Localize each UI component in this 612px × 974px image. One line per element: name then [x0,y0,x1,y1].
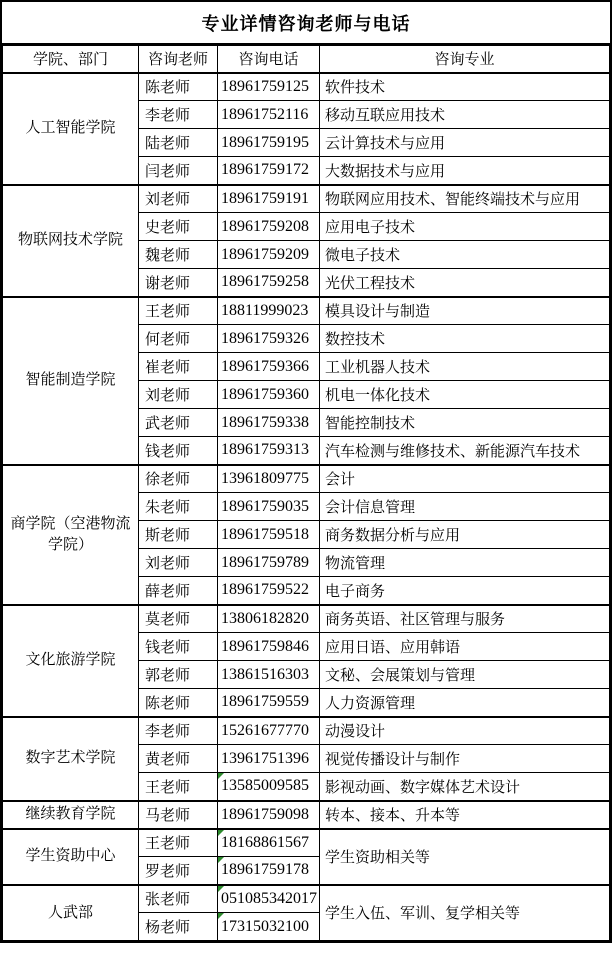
teacher-cell [139,577,218,605]
phone-cell-text: 18961759518 [221,525,309,543]
major-cell-text: 影视动画、数字媒体艺术设计 [325,779,521,796]
phone-cell [218,801,320,829]
phone-cell [218,269,320,297]
teacher-cell-text: 罗老师 [145,863,191,880]
teacher-cell [139,73,218,101]
major-cell-text: 人力资源管理 [325,695,416,712]
header-major [320,46,610,73]
major-cell-text: 模具设计与制造 [325,304,431,321]
department-cell [3,885,139,941]
phone-cell [218,325,320,353]
phone-cell-text: 18961759125 [221,77,309,95]
teacher-cell [139,689,218,717]
teacher-cell-text: 谢老师 [145,275,191,292]
phone-cell-text: 18961752116 [221,105,309,123]
phone-cell-text: 18961759098 [221,805,309,823]
major-cell-text: 智能控制技术 [325,416,416,432]
phone-cell [218,493,320,521]
table-row [3,801,610,829]
major-cell [320,605,610,633]
phone-cell [218,185,320,213]
phone-cell [218,717,320,745]
teacher-cell-text: 史老师 [145,220,191,236]
phone-cell [218,73,320,101]
phone-cell-text: 18961759035 [221,497,309,515]
teacher-cell-text: 薛老师 [145,583,191,600]
header-teacher-text: 咨询老师 [147,52,208,69]
major-cell [320,829,610,885]
teacher-cell-text: 陈老师 [145,695,191,712]
major-cell-text: 动漫设计 [325,724,386,741]
major-cell-text: 商务英语、社区管理与服务 [325,612,506,629]
department-cell-text: 物联网技术学院 [17,232,123,249]
teacher-cell-text: 王老师 [145,836,191,853]
teacher-cell [139,885,218,913]
major-cell [320,269,610,297]
major-cell-text: 微电子技术 [325,248,401,264]
phone-cell [218,521,320,549]
major-cell [320,297,610,325]
teacher-cell [139,773,218,801]
teacher-cell [139,633,218,661]
department-cell [3,605,139,717]
phone-cell [218,577,320,605]
teacher-cell [139,521,218,549]
major-cell [320,885,610,941]
phone-cell [218,549,320,577]
phone-cell-text: 18811999023 [221,301,309,319]
text-format-flag-icon [218,886,224,892]
phone-cell-text: 13961809775 [221,469,309,487]
major-cell-text: 移动互联应用技术 [325,108,446,124]
major-cell-text: 数控技术 [325,332,386,348]
teacher-cell [139,269,218,297]
department-cell-text: 智能制造学院 [25,372,116,389]
phone-cell [218,745,320,773]
major-cell [320,437,610,465]
text-format-flag-icon [218,857,224,863]
department-cell-text: 人武部 [47,904,93,921]
header-phone [218,46,320,73]
phone-cell [218,101,320,129]
major-cell-text: 云计算技术与应用 [325,136,446,152]
teacher-cell-text: 李老师 [145,108,191,124]
teacher-cell-text: 刘老师 [145,388,191,404]
table-row [3,185,610,213]
table-row [3,885,610,913]
header-teacher [139,46,218,73]
major-cell [320,185,610,213]
teacher-cell [139,717,218,745]
phone-cell [218,465,320,493]
teacher-cell [139,661,218,689]
text-format-flag-icon [218,830,224,836]
teacher-cell [139,297,218,325]
teacher-cell-text: 王老师 [145,304,191,321]
phone-cell [218,661,320,689]
consult-table [2,45,610,941]
phone-cell-text: 051085342017 [221,889,317,907]
teacher-cell-text: 闫老师 [145,163,191,180]
teacher-cell [139,381,218,409]
major-cell [320,381,610,409]
department-cell [3,717,139,801]
teacher-cell [139,409,218,437]
teacher-cell-text: 武老师 [145,416,191,432]
major-cell [320,493,610,521]
major-cell-text: 应用电子技术 [325,220,416,236]
phone-cell [218,633,320,661]
major-cell [320,101,610,129]
teacher-cell-text: 崔老师 [145,360,191,376]
phone-cell [218,297,320,325]
major-cell-text: 会计信息管理 [325,500,416,516]
major-cell [320,157,610,185]
phone-cell-text: 18961759178 [221,861,309,879]
phone-cell [218,829,320,857]
teacher-cell-text: 陆老师 [145,136,191,152]
phone-cell [218,437,320,465]
phone-cell [218,241,320,269]
teacher-cell [139,185,218,213]
major-cell [320,73,610,101]
table-row [3,73,610,101]
phone-cell-text: 18961759559 [221,693,309,711]
table-row [3,717,610,745]
phone-cell-text: 18961759191 [221,189,309,207]
phone-cell-text: 18961759846 [221,637,309,655]
header-department-text: 学院、部门 [32,52,108,69]
teacher-cell [139,801,218,829]
teacher-cell [139,129,218,157]
major-cell-text: 学生入伍、军训、复学相关等 [325,906,521,923]
department-cell [3,829,139,885]
teacher-cell-text: 刘老师 [145,192,191,209]
major-cell-text: 机电一体化技术 [325,388,431,404]
department-cell-text: 学生资助中心 [25,848,116,865]
major-cell-text: 物联网应用技术、智能终端技术与应用 [325,192,581,209]
major-cell [320,773,610,801]
major-cell [320,129,610,157]
phone-cell-text: 18961759360 [221,385,309,403]
phone-cell [218,129,320,157]
major-cell-text: 汽车检测与维修技术、新能源汽车技术 [325,443,581,460]
department-cell [3,801,139,829]
teacher-cell [139,101,218,129]
teacher-cell [139,437,218,465]
teacher-cell-text: 斯老师 [145,528,191,544]
phone-cell [218,857,320,885]
phone-cell-text: 13806182820 [221,609,309,627]
phone-cell-text: 18961759208 [221,217,309,235]
major-cell-text: 会计 [325,472,356,489]
phone-cell-text: 18168861567 [221,833,309,851]
phone-cell [218,213,320,241]
teacher-cell-text: 魏老师 [145,248,191,264]
phone-cell-text: 13961751396 [221,749,309,767]
teacher-cell [139,605,218,633]
major-cell [320,241,610,269]
teacher-cell-text: 朱老师 [145,500,191,516]
department-cell [3,297,139,465]
teacher-cell-text: 郭老师 [145,668,191,684]
phone-cell-text: 18961759209 [221,245,309,263]
major-cell [320,325,610,353]
teacher-cell [139,913,218,941]
major-cell [320,745,610,773]
major-cell [320,577,610,605]
department-cell-text: 文化旅游学院 [25,652,116,669]
major-cell-text: 工业机器人技术 [325,360,431,376]
major-cell [320,465,610,493]
major-cell-text: 电子商务 [325,583,386,600]
phone-cell [218,605,320,633]
header-department [3,46,139,73]
major-cell [320,801,610,829]
phone-cell [218,689,320,717]
major-cell [320,213,610,241]
phone-cell [218,913,320,941]
phone-cell-text: 18961759313 [221,441,309,459]
phone-cell-text: 15261677770 [221,721,309,739]
teacher-cell [139,857,218,885]
phone-cell-text: 18961759258 [221,273,309,291]
teacher-cell-text: 徐老师 [145,472,191,489]
teacher-cell [139,325,218,353]
teacher-cell [139,745,218,773]
table-row [3,465,610,493]
header-major-text: 咨询专业 [434,52,495,69]
major-cell-text: 转本、接本、升本等 [325,808,461,824]
teacher-cell-text: 钱老师 [145,443,191,460]
table-row [3,829,610,857]
phone-cell [218,409,320,437]
department-cell [3,465,139,605]
table-row [3,297,610,325]
teacher-cell [139,493,218,521]
teacher-cell [139,157,218,185]
department-cell [3,73,139,185]
teacher-cell-text: 何老师 [145,332,191,348]
teacher-cell-text: 李老师 [145,724,191,741]
department-cell-text: 商学院（空港物流学院） [10,516,131,553]
major-cell [320,633,610,661]
teacher-cell [139,829,218,857]
department-cell [3,185,139,297]
teacher-cell [139,213,218,241]
major-cell [320,689,610,717]
phone-cell [218,773,320,801]
teacher-cell-text: 王老师 [145,779,191,796]
table-header [3,46,610,73]
phone-cell-text: 18961759338 [221,413,309,431]
phone-cell-text: 18961759195 [221,133,309,151]
department-cell-text: 继续教育学院 [25,806,116,823]
teacher-cell-text: 莫老师 [145,612,191,629]
major-cell-text: 应用日语、应用韩语 [325,640,461,656]
phone-cell [218,353,320,381]
header-phone-text: 咨询电话 [238,52,299,69]
major-cell-text: 商务数据分析与应用 [325,528,461,544]
teacher-cell [139,465,218,493]
major-cell [320,717,610,745]
major-cell-text: 物流管理 [325,556,386,572]
table-body [3,73,610,941]
major-cell-text: 视觉传播设计与制作 [325,752,461,768]
major-cell [320,661,610,689]
phone-cell-text: 17315032100 [221,917,309,935]
phone-cell-text: 18961759522 [221,581,309,599]
teacher-cell [139,549,218,577]
department-cell-text: 人工智能学院 [25,120,116,137]
phone-cell [218,157,320,185]
department-cell-text: 数字艺术学院 [25,750,116,767]
teacher-cell [139,353,218,381]
teacher-cell-text: 马老师 [145,808,191,824]
major-cell [320,353,610,381]
phone-cell-text: 13585009585 [221,777,309,795]
phone-cell-text: 18961759789 [221,553,309,571]
teacher-cell-text: 陈老师 [145,80,191,97]
major-cell-text: 软件技术 [325,80,386,97]
teacher-cell-text: 刘老师 [145,556,191,572]
major-cell [320,549,610,577]
phone-cell-text: 18961759326 [221,329,309,347]
text-format-flag-icon [218,773,224,779]
page-title: 专业详情咨询老师与电话 [2,2,610,45]
teacher-cell-text: 张老师 [145,892,191,909]
teacher-cell-text: 杨老师 [145,920,191,936]
teacher-cell-text: 黄老师 [145,752,191,768]
teacher-cell-text: 钱老师 [145,640,191,656]
table-row [3,605,610,633]
phone-cell [218,885,320,913]
phone-cell-text: 18961759366 [221,357,309,375]
major-cell [320,521,610,549]
phone-cell [218,381,320,409]
header-row [3,46,610,73]
phone-cell-text: 18961759172 [221,161,309,179]
teacher-cell [139,241,218,269]
phone-cell-text: 13861516303 [221,665,309,683]
major-cell-text: 学生资助相关等 [325,850,431,866]
text-format-flag-icon [218,913,224,919]
major-cell-text: 光伏工程技术 [325,275,416,292]
major-cell-text: 大数据技术与应用 [325,163,446,180]
major-cell-text: 文秘、会展策划与管理 [325,668,476,684]
major-cell [320,409,610,437]
